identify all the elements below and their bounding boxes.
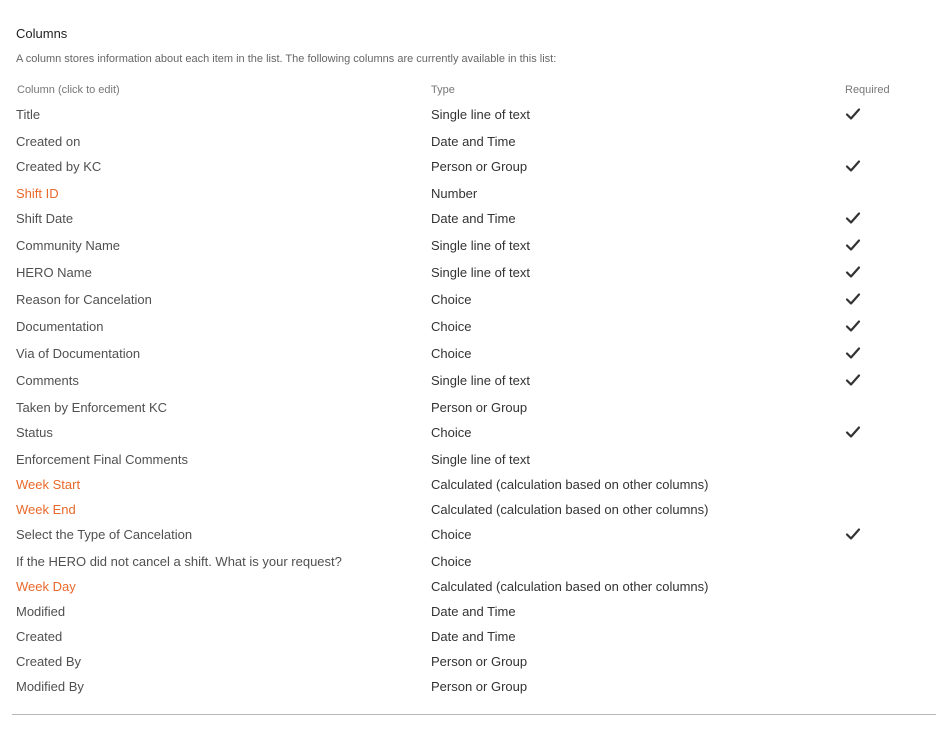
column-name-link[interactable]: Week End <box>16 502 76 517</box>
column-type: Choice <box>431 346 472 361</box>
table-row <box>0 500 936 520</box>
column-name-link[interactable]: Select the Type of Cancelation <box>16 527 193 542</box>
column-name-link[interactable]: Shift Date <box>16 211 74 226</box>
column-header-name: Column (click to edit) <box>17 84 120 96</box>
column-type: Date and Time <box>431 629 516 644</box>
table-row <box>0 423 936 443</box>
table-row <box>0 627 936 647</box>
column-name-link[interactable]: Reason for Cancelation <box>16 292 152 307</box>
column-type: Choice <box>431 554 472 569</box>
column-type: Calculated (calculation based on other columns) <box>431 502 709 517</box>
column-name-link[interactable]: If the HERO did not cancel a shift. What is your request? <box>16 554 342 569</box>
column-name-link[interactable]: Via of Documentation <box>16 346 141 361</box>
table-row <box>0 450 936 470</box>
column-type: Single line of text <box>431 107 531 122</box>
table-row <box>0 577 936 597</box>
table-row <box>0 263 936 283</box>
column-type: Person or Group <box>431 400 528 415</box>
column-name-link[interactable]: Created By <box>16 654 82 669</box>
column-name-link[interactable]: Week Day <box>16 579 76 594</box>
column-type: Single line of text <box>431 452 531 467</box>
column-name-link[interactable]: Modified By <box>16 679 84 694</box>
column-name-link[interactable]: Created by KC <box>16 159 102 174</box>
column-type: Choice <box>431 527 472 542</box>
checkmark-icon <box>845 346 861 360</box>
table-row <box>0 371 936 391</box>
column-header-type: Type <box>431 84 455 96</box>
checkmark-icon <box>845 265 861 279</box>
table-row <box>0 552 936 572</box>
column-name-link[interactable]: Community Name <box>16 238 121 253</box>
checkmark-icon <box>845 425 861 439</box>
column-name-link[interactable]: Status <box>16 425 53 440</box>
table-row <box>0 652 936 672</box>
column-type: Single line of text <box>431 238 531 253</box>
checkmark-icon <box>845 211 861 225</box>
column-name-link[interactable]: Created on <box>16 134 81 149</box>
column-header-required: Required <box>845 84 890 96</box>
column-name-link[interactable]: Shift ID <box>16 186 59 201</box>
checkmark-icon <box>845 292 861 306</box>
column-type: Choice <box>431 319 472 334</box>
table-row <box>0 290 936 310</box>
column-name-link[interactable]: Documentation <box>16 319 104 334</box>
checkmark-icon <box>845 159 861 173</box>
column-type: Person or Group <box>431 159 528 174</box>
columns-section-title: Columns <box>16 26 68 41</box>
checkmark-icon <box>845 373 861 387</box>
table-row <box>0 132 936 152</box>
table-row <box>0 209 936 229</box>
column-type: Choice <box>431 425 472 440</box>
table-row <box>0 317 936 337</box>
column-type: Single line of text <box>431 373 531 388</box>
checkmark-icon <box>845 238 861 252</box>
table-row <box>0 677 936 697</box>
table-row <box>0 525 936 545</box>
column-name-link[interactable]: HERO Name <box>16 265 92 280</box>
column-type: Date and Time <box>431 604 516 619</box>
column-type: Person or Group <box>431 654 528 669</box>
column-type: Number <box>431 186 478 201</box>
columns-section-description: A column stores information about each item in the list. The following columns are currently available in this list: <box>16 53 557 65</box>
table-row <box>0 602 936 622</box>
checkmark-icon <box>845 107 861 121</box>
column-type: Person or Group <box>431 679 528 694</box>
column-name-link[interactable]: Created <box>16 629 63 644</box>
column-type: Single line of text <box>431 265 531 280</box>
column-name-link[interactable]: Week Start <box>16 477 81 492</box>
column-type: Date and Time <box>431 211 516 226</box>
column-name-link[interactable]: Modified <box>16 604 66 619</box>
column-type: Calculated (calculation based on other columns) <box>431 579 709 594</box>
column-type: Choice <box>431 292 472 307</box>
column-type: Date and Time <box>431 134 516 149</box>
column-name-link[interactable]: Taken by Enforcement KC <box>16 400 168 415</box>
checkmark-icon <box>845 527 861 541</box>
table-row <box>0 105 936 125</box>
checkmark-icon <box>845 319 861 333</box>
table-row <box>0 157 936 177</box>
section-divider <box>12 714 936 715</box>
column-name-link[interactable]: Enforcement Final Comments <box>16 452 188 467</box>
table-row <box>0 184 936 204</box>
table-row <box>0 344 936 364</box>
column-name-link[interactable]: Comments <box>16 373 79 388</box>
table-row <box>0 475 936 495</box>
column-name-link[interactable]: Title <box>16 107 41 122</box>
table-row <box>0 236 936 256</box>
column-type: Calculated (calculation based on other columns) <box>431 477 709 492</box>
table-row <box>0 398 936 418</box>
